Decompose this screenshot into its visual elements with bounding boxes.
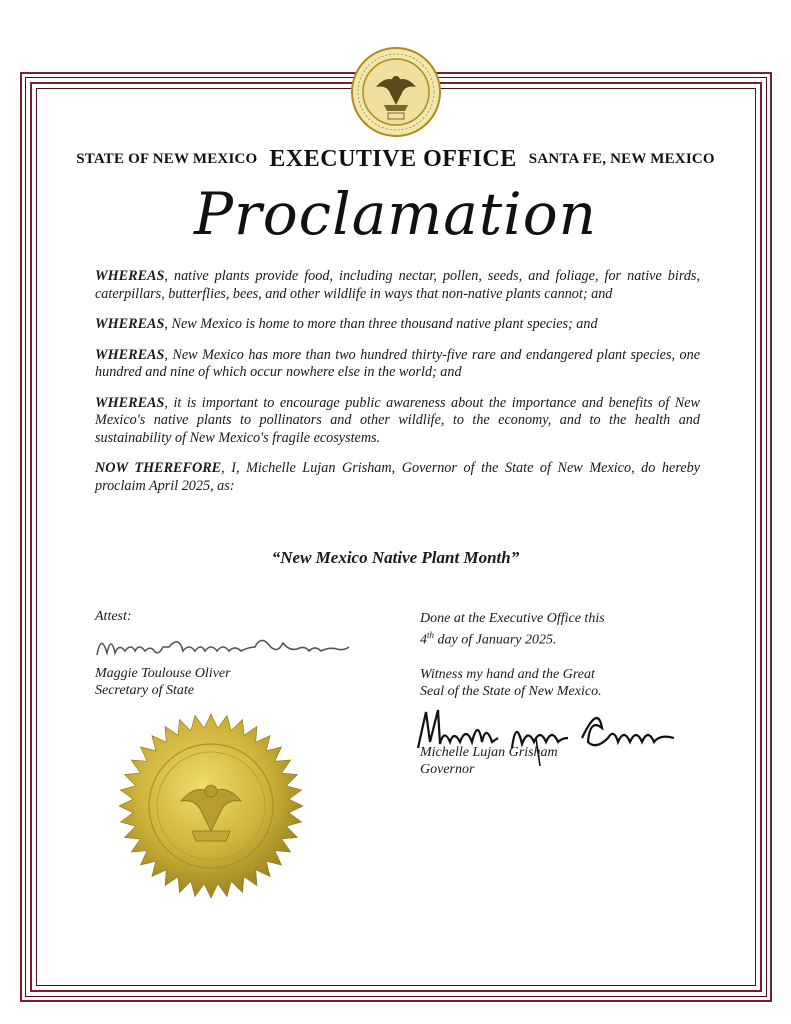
header-center: EXECUTIVE OFFICE — [269, 146, 517, 172]
paragraph: WHEREAS, New Mexico has more than two hundred thirty-five rare and endangered plant species, one hundred and nine of which occur nowhere else in the world; and — [95, 346, 700, 380]
secretary-name: Maggie Toulouse Oliver — [95, 666, 231, 681]
executive-block — [420, 610, 710, 778]
governor-signature — [420, 700, 710, 762]
governor-name: Michelle Lujan Grisham — [420, 744, 558, 760]
header-left: STATE OF NEW MEXICO — [76, 151, 258, 167]
page-title: Proclamation — [194, 180, 597, 248]
header-right: SANTA FE, NEW MEXICO — [528, 151, 715, 167]
proclamation-name: “New Mexico Native Plant Month” — [271, 548, 520, 567]
done-line-1: Done at the Executive Office this — [420, 611, 605, 626]
proclamation-body — [95, 268, 700, 508]
secretary-signature — [95, 625, 355, 665]
paragraph: WHEREAS, it is important to encourage public awareness about the importance and benefits of New Mexico's native plants to pollinators and other wildlife, to the economy, and to the health and sustainability of New Mexico's fragile ecosystems. — [95, 394, 700, 446]
witness-line-1: Witness my hand and the Great — [420, 666, 595, 682]
gold-seal — [118, 713, 304, 899]
attest-label: Attest: — [95, 609, 132, 624]
witness-line-2: Seal of the State of New Mexico. — [420, 683, 602, 699]
paragraph: NOW THEREFORE, I, Michelle Lujan Grisham, Governor of the State of New Mexico, do hereby proclaim April 2025, as: — [95, 460, 701, 494]
done-line-2: 4th day of January 2025. — [420, 630, 557, 648]
secretary-title: Secretary of State — [95, 683, 195, 698]
paragraph: WHEREAS, New Mexico is home to more than three thousand native plant species; and — [95, 316, 598, 332]
governor-title: Governor — [420, 761, 475, 777]
great-seal-top — [351, 47, 441, 137]
attest-block — [95, 608, 355, 699]
header — [0, 146, 791, 173]
paragraph: WHEREAS, native plants provide food, including nectar, pollen, seeds, and foliage, for native birds, caterpillars, butterflies, bees, and other wildlife in ways that non-native plants cannot; and — [95, 268, 700, 302]
